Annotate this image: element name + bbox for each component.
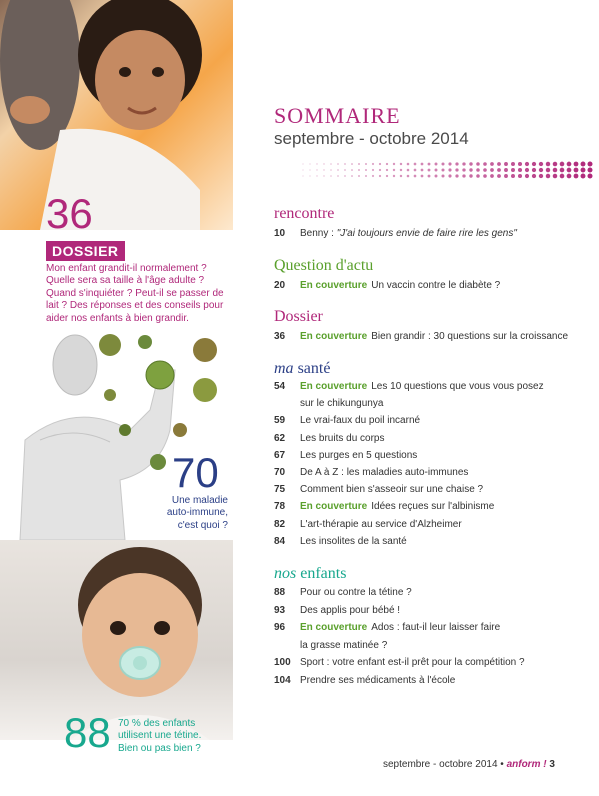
section-title-rencontre: rencontre — [274, 205, 335, 222]
page-number: 93 — [274, 604, 286, 616]
toc-row[interactable] — [274, 331, 568, 342]
toc-row[interactable] — [274, 622, 500, 633]
toddler-photo — [0, 0, 233, 230]
page-number: 62 — [274, 432, 286, 444]
teaser-line: Bien ou pas bien ? — [118, 742, 201, 754]
page-number-footer: 3 — [549, 759, 555, 770]
entry-text: Sport : votre enfant est-il prêt pour la compétition ? — [300, 657, 525, 668]
toc-row[interactable] — [274, 450, 417, 461]
entry-text: la grasse matinée ? — [300, 639, 388, 651]
title-main: enfants — [296, 565, 347, 582]
feature-number-70: 70 — [172, 449, 219, 496]
title-main: santé — [293, 360, 331, 377]
page-title: SOMMAIRE — [274, 103, 401, 128]
title-prefix: nos — [274, 565, 297, 582]
page-number: 10 — [274, 228, 286, 239]
toc-row[interactable] — [274, 398, 383, 409]
section-title-question-actu: Question d'actu — [274, 257, 374, 274]
teaser-line: Quand s'inquiéter ? Peut-il se passer de — [46, 287, 224, 299]
page-number: 78 — [274, 501, 286, 513]
cover-tag: En couverture — [300, 622, 368, 633]
teaser-line: auto-immune, — [166, 507, 228, 519]
page-number: 96 — [274, 622, 286, 633]
page-number: 104 — [274, 674, 291, 686]
section-title-ma-sante — [274, 360, 330, 378]
toc-row[interactable] — [274, 467, 468, 478]
teaser-line: Mon enfant grandit-il normalement ? — [46, 263, 207, 274]
page-number: 75 — [274, 484, 286, 496]
toc-row[interactable] — [274, 415, 420, 426]
toc-row[interactable] — [274, 519, 462, 530]
footer-issue: septembre - octobre 2014 • — [383, 759, 507, 770]
entry-text: Le vrai-faux du poil incarné — [300, 415, 421, 427]
teaser-line: 70 % des enfants — [118, 718, 196, 729]
teaser-line: aider nos enfants à bien grandir. — [46, 312, 189, 324]
toc-row[interactable] — [274, 657, 525, 668]
toc-row[interactable] — [274, 484, 483, 495]
dossier-badge: DOSSIER — [46, 241, 125, 261]
teaser-line: c'est quoi ? — [177, 519, 228, 531]
entry-text: Idées reçues sur l'albinisme — [371, 501, 495, 513]
title-prefix: ma — [274, 360, 294, 377]
section-title-dossier: Dossier — [274, 308, 323, 325]
feature-number-36: 36 — [46, 190, 93, 237]
page-number: 88 — [274, 587, 286, 598]
page-number: 67 — [274, 449, 286, 461]
baby-pacifier-photo — [0, 540, 233, 740]
entry-quote: "J'ai toujours envie de faire rire les gens" — [336, 228, 517, 239]
issue-subtitle: septembre - octobre 2014 — [274, 129, 469, 148]
entry-text: Les 10 questions que vous vous posez — [371, 381, 544, 392]
cover-tag: En couverture — [300, 280, 368, 291]
left-column — [0, 0, 233, 796]
entry-text: Benny : — [300, 228, 337, 239]
teaser-line: lait ? Des réponses et des conseils pour — [46, 300, 224, 312]
entry-text: Les purges en 5 questions — [300, 449, 418, 461]
cover-tag: En couverture — [300, 501, 368, 513]
toc-row[interactable] — [274, 381, 544, 392]
cover-tag: En couverture — [300, 381, 368, 392]
feature-70-teaser[interactable] — [148, 495, 228, 532]
entry-text: Les bruits du corps — [300, 432, 385, 444]
page-number: 54 — [274, 381, 286, 392]
brand-name: anform ! — [506, 759, 547, 770]
teaser-line: Une maladie — [171, 495, 228, 506]
entry-text: Comment bien s'asseoir sur une chaise ? — [300, 484, 484, 496]
entry-text: sur le chikungunya — [300, 398, 384, 410]
entry-text: Bien grandir : 30 questions sur la croissance — [371, 331, 569, 342]
page-number: 100 — [274, 657, 291, 668]
feature-number-88: 88 — [64, 709, 111, 756]
entry-text: De A à Z : les maladies auto-immunes — [300, 467, 469, 478]
page-number: 59 — [274, 415, 286, 427]
page-number: 36 — [274, 331, 286, 342]
section-title-nos-enfants — [274, 565, 346, 583]
cover-tag: En couverture — [300, 331, 368, 342]
entry-text: Un vaccin contre le diabète ? — [371, 280, 501, 291]
page-number: 70 — [274, 467, 286, 478]
toc-row[interactable] — [274, 280, 500, 291]
toc-row[interactable] — [274, 536, 407, 547]
toc-row[interactable] — [274, 605, 400, 616]
feature-36-teaser[interactable] — [46, 263, 231, 325]
page-number: 20 — [274, 280, 286, 291]
page-footer — [383, 759, 555, 770]
teaser-line: utilisent une tétine. — [118, 730, 202, 742]
page-number: 84 — [274, 535, 286, 547]
feature-88-teaser[interactable] — [118, 718, 230, 755]
entry-text: Des applis pour bébé ! — [300, 604, 401, 616]
toc-row[interactable] — [274, 587, 412, 598]
teaser-line: Quelle sera sa taille à l'âge adulte ? — [46, 275, 205, 287]
page-number: 82 — [274, 518, 286, 530]
entry-text: Ados : faut-il leur laisser faire — [371, 622, 501, 633]
entry-text: Pour ou contre la tétine ? — [300, 587, 412, 598]
entry-text: Les insolites de la santé — [300, 535, 407, 547]
toc-row[interactable] — [274, 501, 494, 512]
toc-row[interactable] — [274, 640, 387, 651]
entry-text: L'art-thérapie au service d'Alzheimer — [300, 518, 462, 530]
entry-text: Prendre ses médicaments à l'école — [300, 674, 456, 686]
toc-row[interactable] — [274, 228, 517, 239]
toc-row[interactable] — [274, 433, 385, 444]
toc-row[interactable] — [274, 675, 455, 686]
decorative-dots — [300, 161, 598, 179]
